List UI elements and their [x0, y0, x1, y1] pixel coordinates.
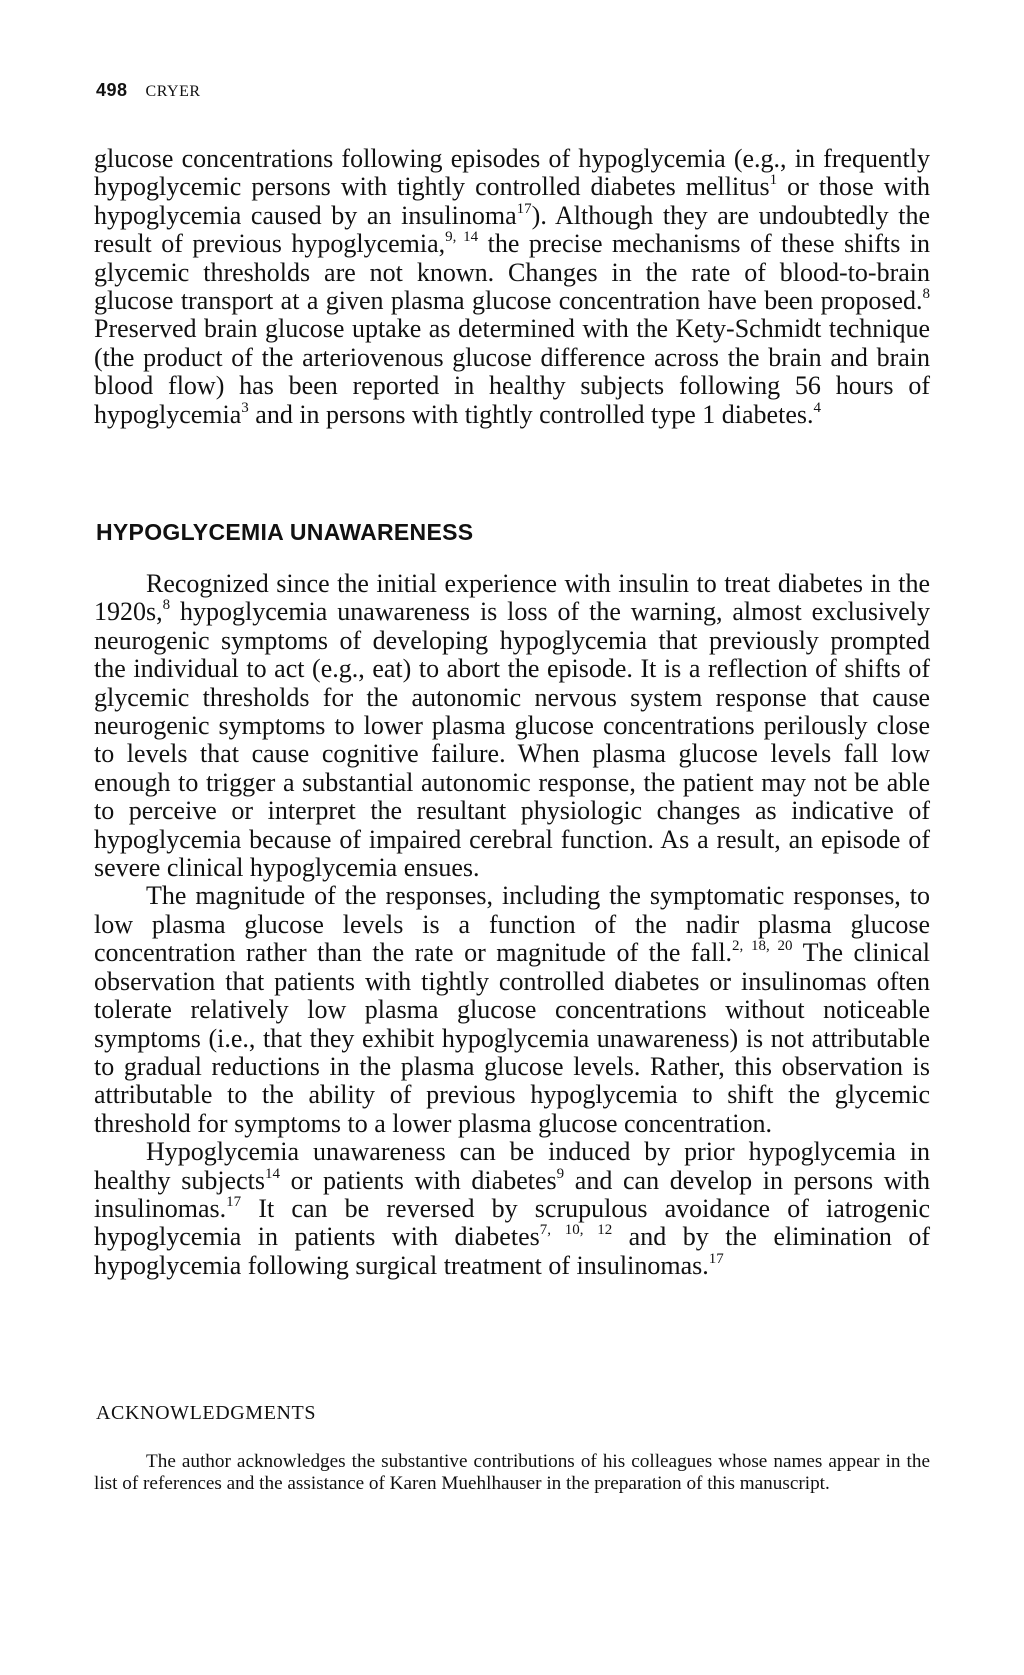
body-paragraph-continued — [94, 145, 930, 429]
acknowledgments-heading: ACKNOWLEDGMENTS — [96, 1402, 317, 1424]
text-run: The magnitude of the responses, including the symptomatic responses, to low plasma glucose levels is a function of the nadir plasma glucose concentration rather than the rate or magnitude of the fall. — [94, 881, 930, 968]
text-run: and can develop in persons with insulinomas. — [94, 1165, 930, 1223]
citation: 9 — [556, 1165, 565, 1182]
paragraph — [94, 1138, 930, 1280]
running-head — [96, 80, 956, 101]
citation: 8 — [922, 286, 930, 303]
paragraph — [94, 570, 930, 882]
citation: 14 — [264, 1165, 280, 1182]
citation: 1 — [769, 172, 778, 189]
citation: 4 — [813, 399, 821, 416]
citation: 7, 10, 12 — [539, 1222, 613, 1239]
text-run: and in persons with tightly controlled type 1 diabetes. — [248, 399, 814, 429]
section-body — [94, 570, 930, 1280]
text-run: It can be reversed by scrupulous avoidance of iatrogenic hypoglycemia in patients with diabetes — [94, 1193, 930, 1252]
text-run: ). Although they are undoubtedly the result of previous hypoglycemia, — [94, 200, 931, 259]
section-heading: HYPOGLYCEMIA UNAWARENESS — [96, 519, 474, 545]
text-run: The clinical observation that patients with tightly controlled diabetes or insulinomas often tolerate relatively low plasma glucose concentrations without noticeable symptoms (i.e., that they exhibit hypoglycemia unawareness) is not attributable to gradual reductions in the plasma glucose levels. Rather, this observation is attributable to the ability of previous hypoglycemia to shift the glycemic threshold for symptoms to a lower plasma glucose concentration. — [94, 938, 931, 1138]
citation: 17 — [708, 1250, 724, 1267]
citation: 2, 18, 20 — [732, 938, 793, 955]
citation: 3 — [241, 399, 249, 416]
citation: 8 — [162, 597, 171, 614]
acknowledgments-text: The author acknowledges the substantive contributions of his colleagues whose names appear in the list of references and the assistance of Karen Muehlhauser in the preparation of this manuscript. — [94, 1451, 930, 1494]
citation: 9, 14 — [445, 229, 479, 246]
citation: 17 — [226, 1193, 242, 1210]
paragraph — [94, 882, 930, 1138]
text-run: Recognized since the initial experience with insulin to treat diabetes in the 1920s, — [94, 569, 930, 627]
paragraph — [94, 145, 930, 429]
citation: 17 — [516, 200, 532, 217]
text-run: and by the elimination of hypoglycemia following surgical treatment of insulinomas. — [94, 1222, 931, 1280]
text-run: the precise mechanisms of these shifts in glycemic thresholds are not known. Changes in the rate of blood-to-brain glucose transport at a given plasma glucose concentration have been proposed. — [94, 229, 931, 316]
text-run: glucose concentrations following episodes of hypoglycemia (e.g., in frequently hypoglycemic persons with tightly controlled diabetes mellitus — [94, 144, 930, 202]
running-head-author: CRYER — [145, 83, 201, 100]
text-run: hypoglycemia unawareness is loss of the warning, almost exclusively neurogenic symptoms of developing hypoglycemia that previously prompted the individual to act (e.g., eat) to abort the episode. It is a reflection of shifts of glycemic thresholds for the autonomic nervous system response that cause neurogenic symptoms to lower plasma glucose concentrations perilously close to levels that cause cognitive failure. When plasma glucose levels fall low enough to trigger a substantial autonomic response, the patient may not be able to perceive or interpret the resultant physiologic changes as indicative of hypoglycemia because of impaired cerebral function. As a result, an episode of severe clinical hypoglycemia ensues. — [94, 597, 930, 883]
page-number: 498 — [96, 80, 128, 100]
text-run: Hypoglycemia unawareness can be induced by prior hypoglycemia in healthy subjects — [94, 1137, 930, 1195]
text-run: or patients with diabetes — [279, 1165, 557, 1195]
text-run: Preserved brain glucose uptake as determined with the Kety-Schmidt technique (the product of the arteriovenous glucose difference across the brain and brain blood flow) has been reported in healthy subjects following 56 hours of hypoglycemia — [94, 314, 930, 429]
text-run: or those with hypoglycemia caused by an insulinoma — [94, 172, 930, 230]
